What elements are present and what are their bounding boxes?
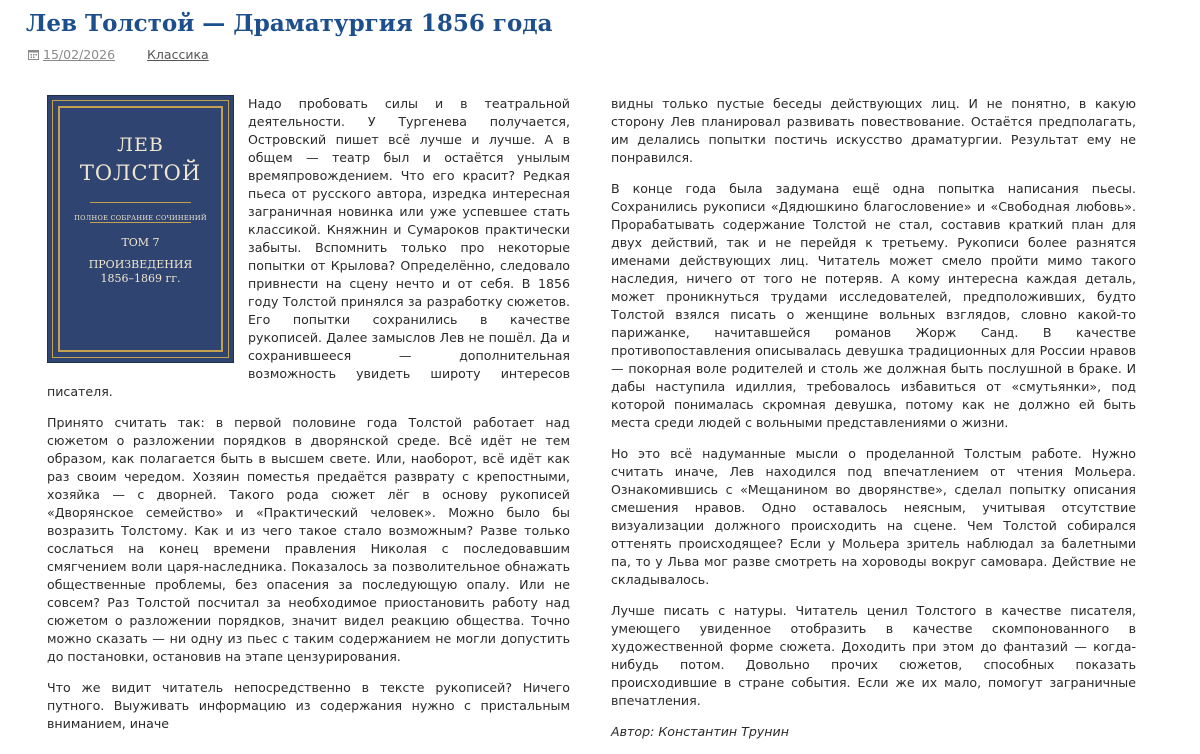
post-meta bbox=[28, 47, 209, 62]
cover-author-first: ЛЕВ bbox=[117, 134, 164, 156]
paragraph: Но это всё надуманные мысли о проделанной Толстым работе. Нужно считать иначе, Лев находился под впечатлением от чтения Мольера. Ознакомившись с «Мещанином во дворянстве», сделал попытку описания смешения нравов. Одно оставалось неясным, учитывая отсутствие визуализации должного происходить на сцене. Чем Толстой собирался оттенять происходящее? Если у Мольера зритель наблюдал за балетными па, то у Льва мог разве смотреть на хороводы вокруг самовара. Действие не складывалось. bbox=[611, 446, 1136, 587]
article-author: Автор: Константин Трунин bbox=[611, 724, 789, 739]
paragraph: Что же видит читатель непосредственно в тексте рукописей? Ничего путного. Выуживать информацию из содержания нужно с пристальным вниманием, иначе bbox=[47, 680, 570, 731]
cover-rule bbox=[90, 202, 191, 203]
cover-works-title: ПРОИЗВЕДЕНИЯ bbox=[88, 258, 193, 271]
paragraph: В конце года была задумана ещё одна попытка написания пьесы. Сохранились рукописи «Дядюшкино благословение» и «Свободная любовь». Прорабатывать содержание Толстой не стал, составив краткий план для двух действий, так и не перейдя к третьему. Рукописи более разнятся именами действующих лиц. Читатель может смело пройти мимо такого наследия, ничего от того не потеряв. А кому интересна каждая деталь, может проникнуться трудами исследователей, предположивших, будто Толстой взялся писать о женщине вольных взглядов, словно какой-то парижанке, начитавшейся романов Жорж Санд. В качестве противопоставления описывалась девушка традиционных для России нравов — покорная воле родителей и столь же должная быть послушной в браке. И дабы наступила идиллия, требовалось избавиться от «смутьянки», под которой понималась скромная девушка, потому как не должно ей быть места среди людей с вольными представлениями о жизни. bbox=[611, 181, 1136, 430]
cover-series: ПОЛНОЕ СОБРАНИЕ СОЧИНЕНИЙ bbox=[74, 214, 207, 222]
article-column-right bbox=[611, 95, 1136, 754]
cover-author-last: ТОЛСТОЙ bbox=[79, 161, 202, 185]
article-column-left bbox=[47, 95, 570, 746]
cover-works bbox=[48, 258, 233, 286]
paragraph: Надо пробовать силы и в театральной деятельности. У Тургенева получается, Островский пишет всё лучше и лучше. А в общем — театр был и остаётся унылым времяпровождением. Что его красит? Редкая пьеса от русского автора, изредка интересная заграничная новинка или уже успевшее стать классикой. Княжнин и Сумароков практически забыты. Вспомнить только про некоторые попытки от Крылова? Определённо, следовало привнести на сцену нечто и от себя. В 1856 году Толстой принялся за разработку сюжетов. Его попытки сохранились в качестве рукописей. Далее замыслов Лев не пошёл. Да и сохранившееся — дополнительная возможность увидеть широту интересов писателя. bbox=[47, 96, 570, 399]
post-date-link[interactable]: 15/02/2026 bbox=[43, 47, 116, 62]
cover-rule bbox=[90, 222, 191, 223]
calendar-icon bbox=[28, 49, 39, 60]
cover-works-years: 1856–1869 гг. bbox=[100, 272, 181, 285]
category-link[interactable]: Классика bbox=[147, 47, 209, 62]
paragraph: Лучше писать с натуры. Читатель ценил Толстого в качестве писателя, умеющего увиденное отобразить в качестве скомпонованного в художественной форме сюжета. Доходить при этом до фантазий — когда-нибудь потом. Довольно прочих сюжетов, способных показать происходившие в стране события. Если же их мало, помогут заграничные впечатления. bbox=[611, 603, 1136, 708]
paragraph: видны только пустые беседы действующих лиц. И не понятно, в какую сторону Лев планировал развивать повествование. Остаётся предполагать, им делались попытки постичь искусство драматургии. Результат ему не понравился. bbox=[611, 96, 1136, 165]
cover-volume: ТОМ 7 bbox=[121, 236, 160, 249]
paragraph: Принято считать так: в первой половине года Толстой работает над сюжетом о разложении порядков в дворянской среде. Всё идёт не тем образом, как полагается быть в высшем свете. Или, наоборот, всё идёт как раз своим чередом. Хозяин поместья предаётся разврату с крепостными, хозяйка — с дворней. Такого рода сюжет лёг в основу рукописей «Дворянское семейство» и «Практический человек». Можно было бы возразить Толстому. Как и из чего такое стало возможным? Разве только сослаться на конец времени правления Николая с последовавшим смягчением воли царя-наследника. Показалось за позволительное обнажать общественные проблемы, без опасения за последующую опалу. Или не совсем? Раз Толстой посчитал за необходимое приостановить работу над сюжетом о разложении порядков, значит видел реакцию общества. Точно можно сказать — ни одну из пьес с таким содержанием не могли допустить до постановки, остановив на этапе цензурирования. bbox=[47, 415, 570, 664]
article-title: Лев Толстой — Драматургия 1856 года bbox=[26, 10, 553, 37]
book-cover-image bbox=[47, 95, 234, 363]
